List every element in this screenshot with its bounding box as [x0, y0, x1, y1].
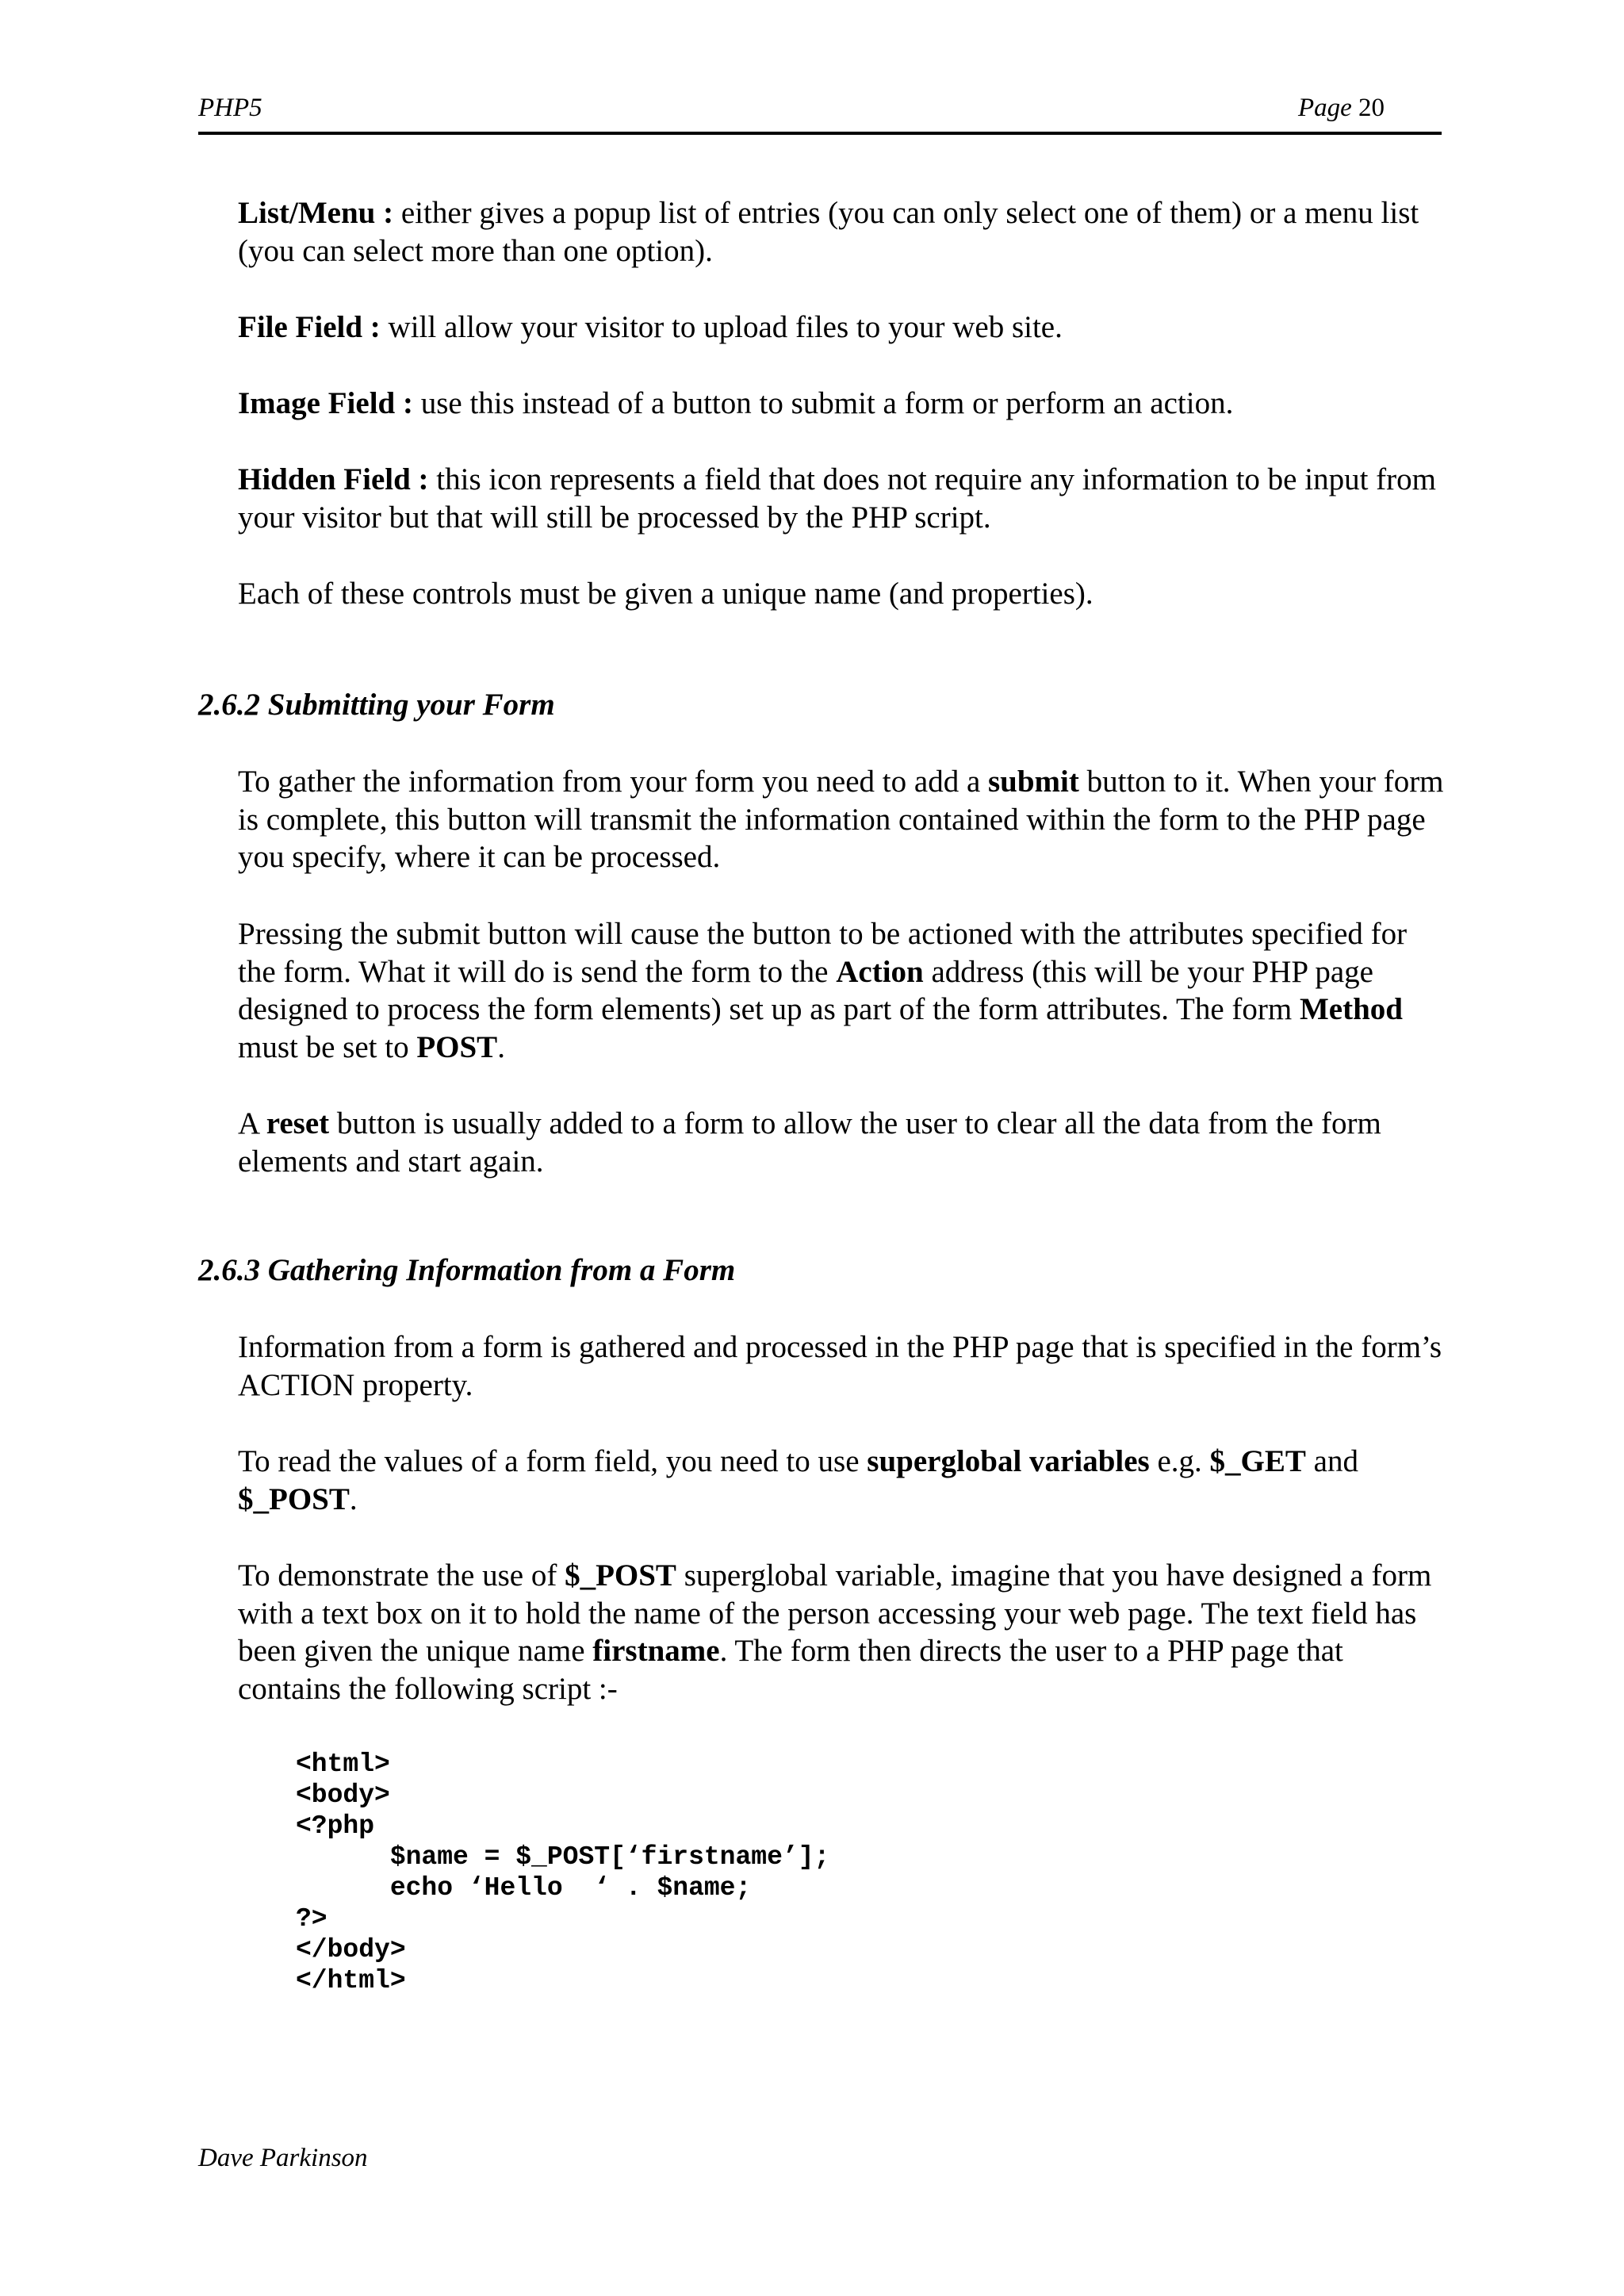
- header-title: PHP5: [198, 94, 262, 122]
- gather-paragraph-2: To read the values of a form field, you need to use superglobal variables e.g. $_GET and $_POST.: [238, 1444, 1358, 1516]
- code-line: </html>: [296, 1966, 406, 1995]
- code-line: $name = $_POST[‘firstname’];: [296, 1842, 830, 1872]
- submit-paragraph-3: A reset button is usually added to a form to allow the user to clear all the data from the form elements and start again.: [238, 1106, 1381, 1179]
- term-firstname: firstname: [592, 1634, 720, 1668]
- gather-paragraph-3: To demonstrate the use of $_POST superglobal variable, imagine that you have designed a form with a text box on it to hold the name of the person accessing your web page. The text field has been given the unique name firstname. The form then directs the user to a PHP page that contains the following script :-: [238, 1558, 1432, 1706]
- heading-2-6-3: 2.6.3 Gathering Information from a Form: [198, 1253, 736, 1287]
- code-line: ?>: [296, 1904, 327, 1934]
- desc-image-field: use this instead of a button to submit a form or perform an action.: [412, 386, 1234, 420]
- term-list-menu: List/Menu :: [238, 196, 394, 230]
- header-page-label: Page: [1297, 94, 1352, 122]
- page-footer-author: Dave Parkinson: [198, 2144, 368, 2172]
- code-line: <body>: [296, 1780, 390, 1810]
- code-line: <html>: [296, 1750, 390, 1779]
- submit-paragraph-1: To gather the information from your form you need to add a submit button to it. When your form is complete, this button will transmit the information contained within the form to the PHP page you specify, where it can be processed.: [238, 765, 1444, 874]
- term-reset: reset: [266, 1106, 330, 1140]
- term-post-var: $_POST: [238, 1481, 350, 1516]
- term-action: Action: [836, 954, 924, 989]
- code-block: [296, 1749, 829, 1996]
- code-line: <?php: [296, 1811, 375, 1841]
- desc-hidden-field: this icon represents a field that does not require any information to be input from your visitor but that will still be processed by the PHP script.: [238, 462, 1436, 535]
- term-submit: submit: [988, 765, 1079, 799]
- code-line: </body>: [296, 1935, 406, 1964]
- term-method: Method: [1300, 992, 1403, 1026]
- term-post-superglobal: $_POST: [565, 1558, 676, 1593]
- control-image-field: [238, 385, 1447, 423]
- submit-paragraph-2: Pressing the submit button will cause the button to be actioned with the attributes specified for the form. What it will do is send the form to the Action address (this will be your PHP page designed to process the form elements) set up as part of the form attributes. The form Method must be set to POST.: [238, 917, 1408, 1064]
- controls-note: Each of these controls must be given a unique name (and properties).: [238, 577, 1094, 611]
- control-file-field: [238, 309, 1447, 347]
- term-hidden-field: Hidden Field :: [238, 462, 429, 496]
- header-page-number: 20: [1358, 94, 1385, 122]
- heading-2-6-2: 2.6.2 Submitting your Form: [198, 688, 555, 722]
- term-get: $_GET: [1209, 1444, 1306, 1478]
- control-list-menu: [238, 194, 1447, 270]
- term-image-field: Image Field :: [238, 386, 413, 420]
- header-page-indicator: [1298, 94, 1385, 123]
- gather-paragraph-1: Information from a form is gathered and processed in the PHP page that is specified in the form’s ACTION property.: [238, 1330, 1442, 1402]
- code-line: echo ‘Hello ‘ . $name;: [296, 1873, 752, 1903]
- control-hidden-field: [238, 461, 1447, 536]
- page-header: [198, 94, 1442, 135]
- term-post: POST: [416, 1029, 498, 1064]
- term-file-field: File Field :: [238, 310, 381, 344]
- desc-file-field: will allow your visitor to upload files to your web site.: [380, 310, 1063, 344]
- term-superglobal-variables: superglobal variables: [867, 1444, 1150, 1478]
- desc-list-menu: either gives a popup list of entries (you can only select one of them) or a menu list (you can select more than one option).: [238, 196, 1419, 268]
